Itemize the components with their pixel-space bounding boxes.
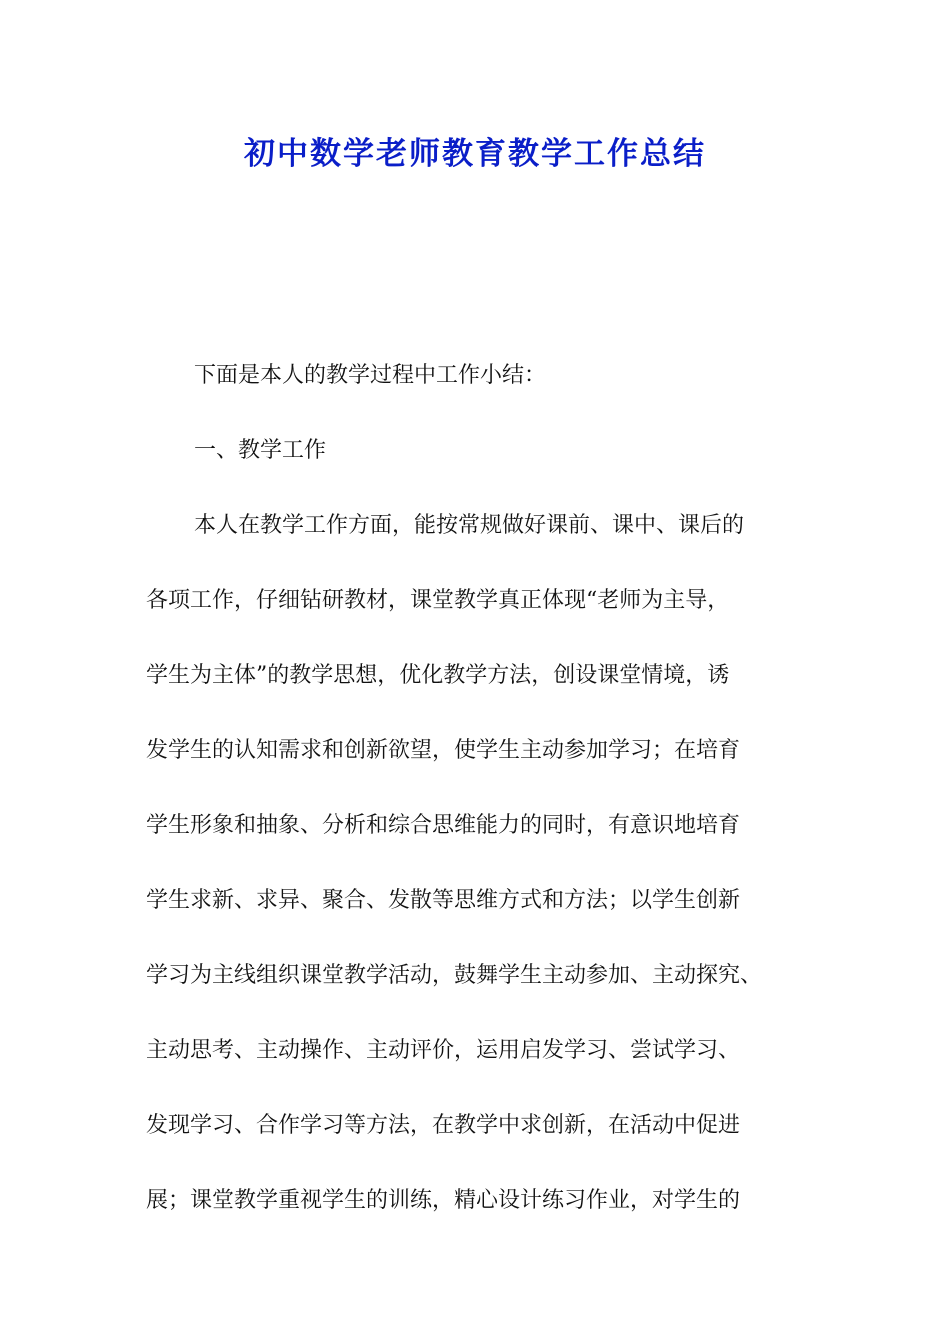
paragraph-line: 学生为主体”的教学思想，优化教学方法，创设课堂情境，诱 bbox=[146, 663, 730, 688]
paragraph-line: 本人在教学工作方面，能按常规做好课前、课中、课后的 bbox=[194, 513, 745, 538]
paragraph-line: 主动思考、主动操作、主动评价，运用启发学习、尝试学习、 bbox=[146, 1038, 741, 1063]
paragraph-line: 发学生的认知需求和创新欲望，使学生主动参加学习；在培育 bbox=[146, 738, 741, 763]
section-heading: 一、教学工作 bbox=[194, 438, 327, 463]
paragraph-line: 学习为主线组织课堂教学活动，鼓舞学生主动参加、主动探究、 bbox=[146, 963, 763, 988]
document-body bbox=[146, 338, 826, 1238]
intro-line: 下面是本人的教学过程中工作小结： bbox=[194, 363, 547, 388]
paragraph-line: 各项工作，仔细钻研教材，课堂教学真正体现“老师为主导， bbox=[146, 588, 730, 613]
paragraph-line: 展；课堂教学重视学生的训练，精心设计练习作业，对学生的 bbox=[146, 1188, 741, 1213]
paragraph-line: 学生求新、求异、聚合、发散等思维方式和方法；以学生创新 bbox=[146, 888, 741, 913]
paragraph-line: 学生形象和抽象、分析和综合思维能力的同时，有意识地培育 bbox=[146, 813, 741, 838]
paragraph-line: 发现学习、合作学习等方法，在教学中求创新，在活动中促进 bbox=[146, 1113, 741, 1138]
document-title: 初中数学老师教育教学工作总结 bbox=[244, 136, 706, 172]
